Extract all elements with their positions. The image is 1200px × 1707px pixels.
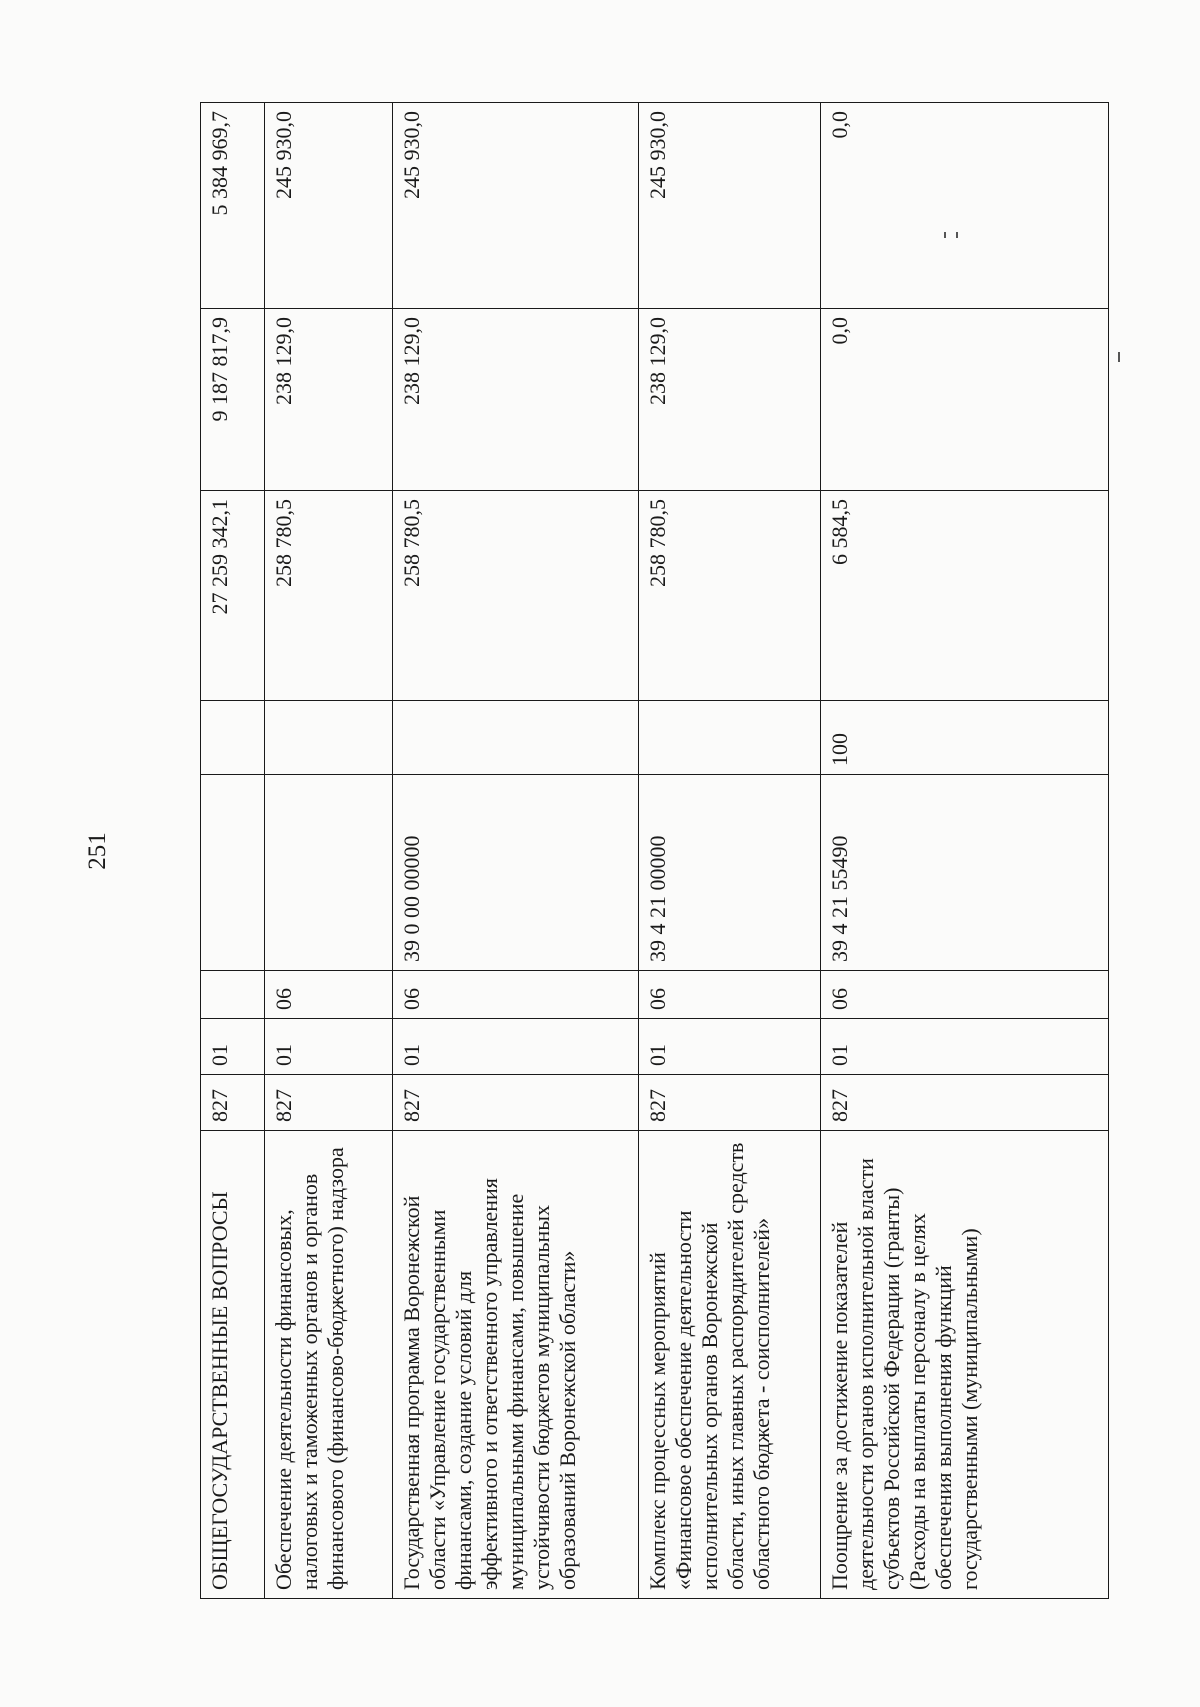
sum-year-2-cell: 238 129,0 [393,309,639,491]
page-number: 251 [84,832,111,870]
table-row [265,103,393,1599]
section-code-cell: 01 [639,1019,821,1075]
subsection-code-cell: 06 [821,971,1109,1019]
subsection-code-cell: 06 [393,971,639,1019]
subsection-code-cell: 06 [265,971,393,1019]
expense-name-cell: Комплекс процессных мероприятий «Финансовое обеспечение деятельности исполнительных органов Воронежской области, иных главных распорядителей средств областного бюджета - соисполнителей» [639,1131,821,1599]
expense-type-cell [393,701,639,775]
expense-type-cell [265,701,393,775]
sum-year-1-cell: 258 780,5 [265,491,393,701]
scan-speck [1118,352,1120,362]
subsection-code-cell [201,971,265,1019]
sum-year-3-cell: 245 930,0 [265,103,393,309]
target-article-cell: 39 4 21 55490 [821,775,1109,971]
sum-year-1-cell: 258 780,5 [639,491,821,701]
table-row [639,103,821,1599]
grbs-code-cell: 827 [201,1075,265,1131]
table-row [821,103,1109,1599]
sum-year-3-cell: 245 930,0 [639,103,821,309]
target-article-cell [201,775,265,971]
section-code-cell: 01 [201,1019,265,1075]
subsection-code-cell: 06 [639,971,821,1019]
budget-table [200,102,1109,1599]
sum-year-2-cell: 238 129,0 [265,309,393,491]
scan-speck [944,232,946,238]
grbs-code-cell: 827 [265,1075,393,1131]
sum-year-2-cell: 238 129,0 [639,309,821,491]
sum-year-1-cell: 6 584,5 [821,491,1109,701]
section-code-cell: 01 [265,1019,393,1075]
target-article-cell: 39 0 00 00000 [393,775,639,971]
expense-name-cell: Государственная программа Воронежской области «Управление государственными финансами, создание условий для эффективного и ответственного управления муниципальными финансами, повышение устойчивости бюджетов муниципальных образований Воронежской области» [393,1131,639,1599]
grbs-code-cell: 827 [393,1075,639,1131]
grbs-code-cell: 827 [639,1075,821,1131]
section-code-cell: 01 [393,1019,639,1075]
section-code-cell: 01 [821,1019,1109,1075]
sum-year-2-cell: 0,0 [821,309,1109,491]
target-article-cell: 39 4 21 00000 [639,775,821,971]
target-article-cell [265,775,393,971]
sum-year-1-cell: 27 259 342,1 [201,491,265,701]
expense-name-cell: Поощрение за достижение показателей деятельности органов исполнительной власти субъектов Российской Федерации (гранты) (Расходы на выплаты персоналу в целях обеспечения выполнения функций государственными (муниципальными) [821,1131,1109,1599]
grbs-code-cell: 827 [821,1075,1109,1131]
table-row [393,103,639,1599]
sum-year-3-cell: 5 384 969,7 [201,103,265,309]
expense-type-cell [639,701,821,775]
expense-name-cell: Обеспечение деятельности финансовых, налоговых и таможенных органов и органов финансового (финансово-бюджетного) надзора [265,1131,393,1599]
expense-name-cell: ОБЩЕГОСУДАРСТВЕННЫЕ ВОПРОСЫ [201,1131,265,1599]
sum-year-3-cell: 245 930,0 [393,103,639,309]
scan-speck [956,232,958,238]
sum-year-3-cell: 0,0 [821,103,1109,309]
sum-year-2-cell: 9 187 817,9 [201,309,265,491]
sum-year-1-cell: 258 780,5 [393,491,639,701]
expense-type-cell: 100 [821,701,1109,775]
expense-type-cell [201,701,265,775]
budget-table-container [200,103,1108,1599]
table-row [201,103,265,1599]
